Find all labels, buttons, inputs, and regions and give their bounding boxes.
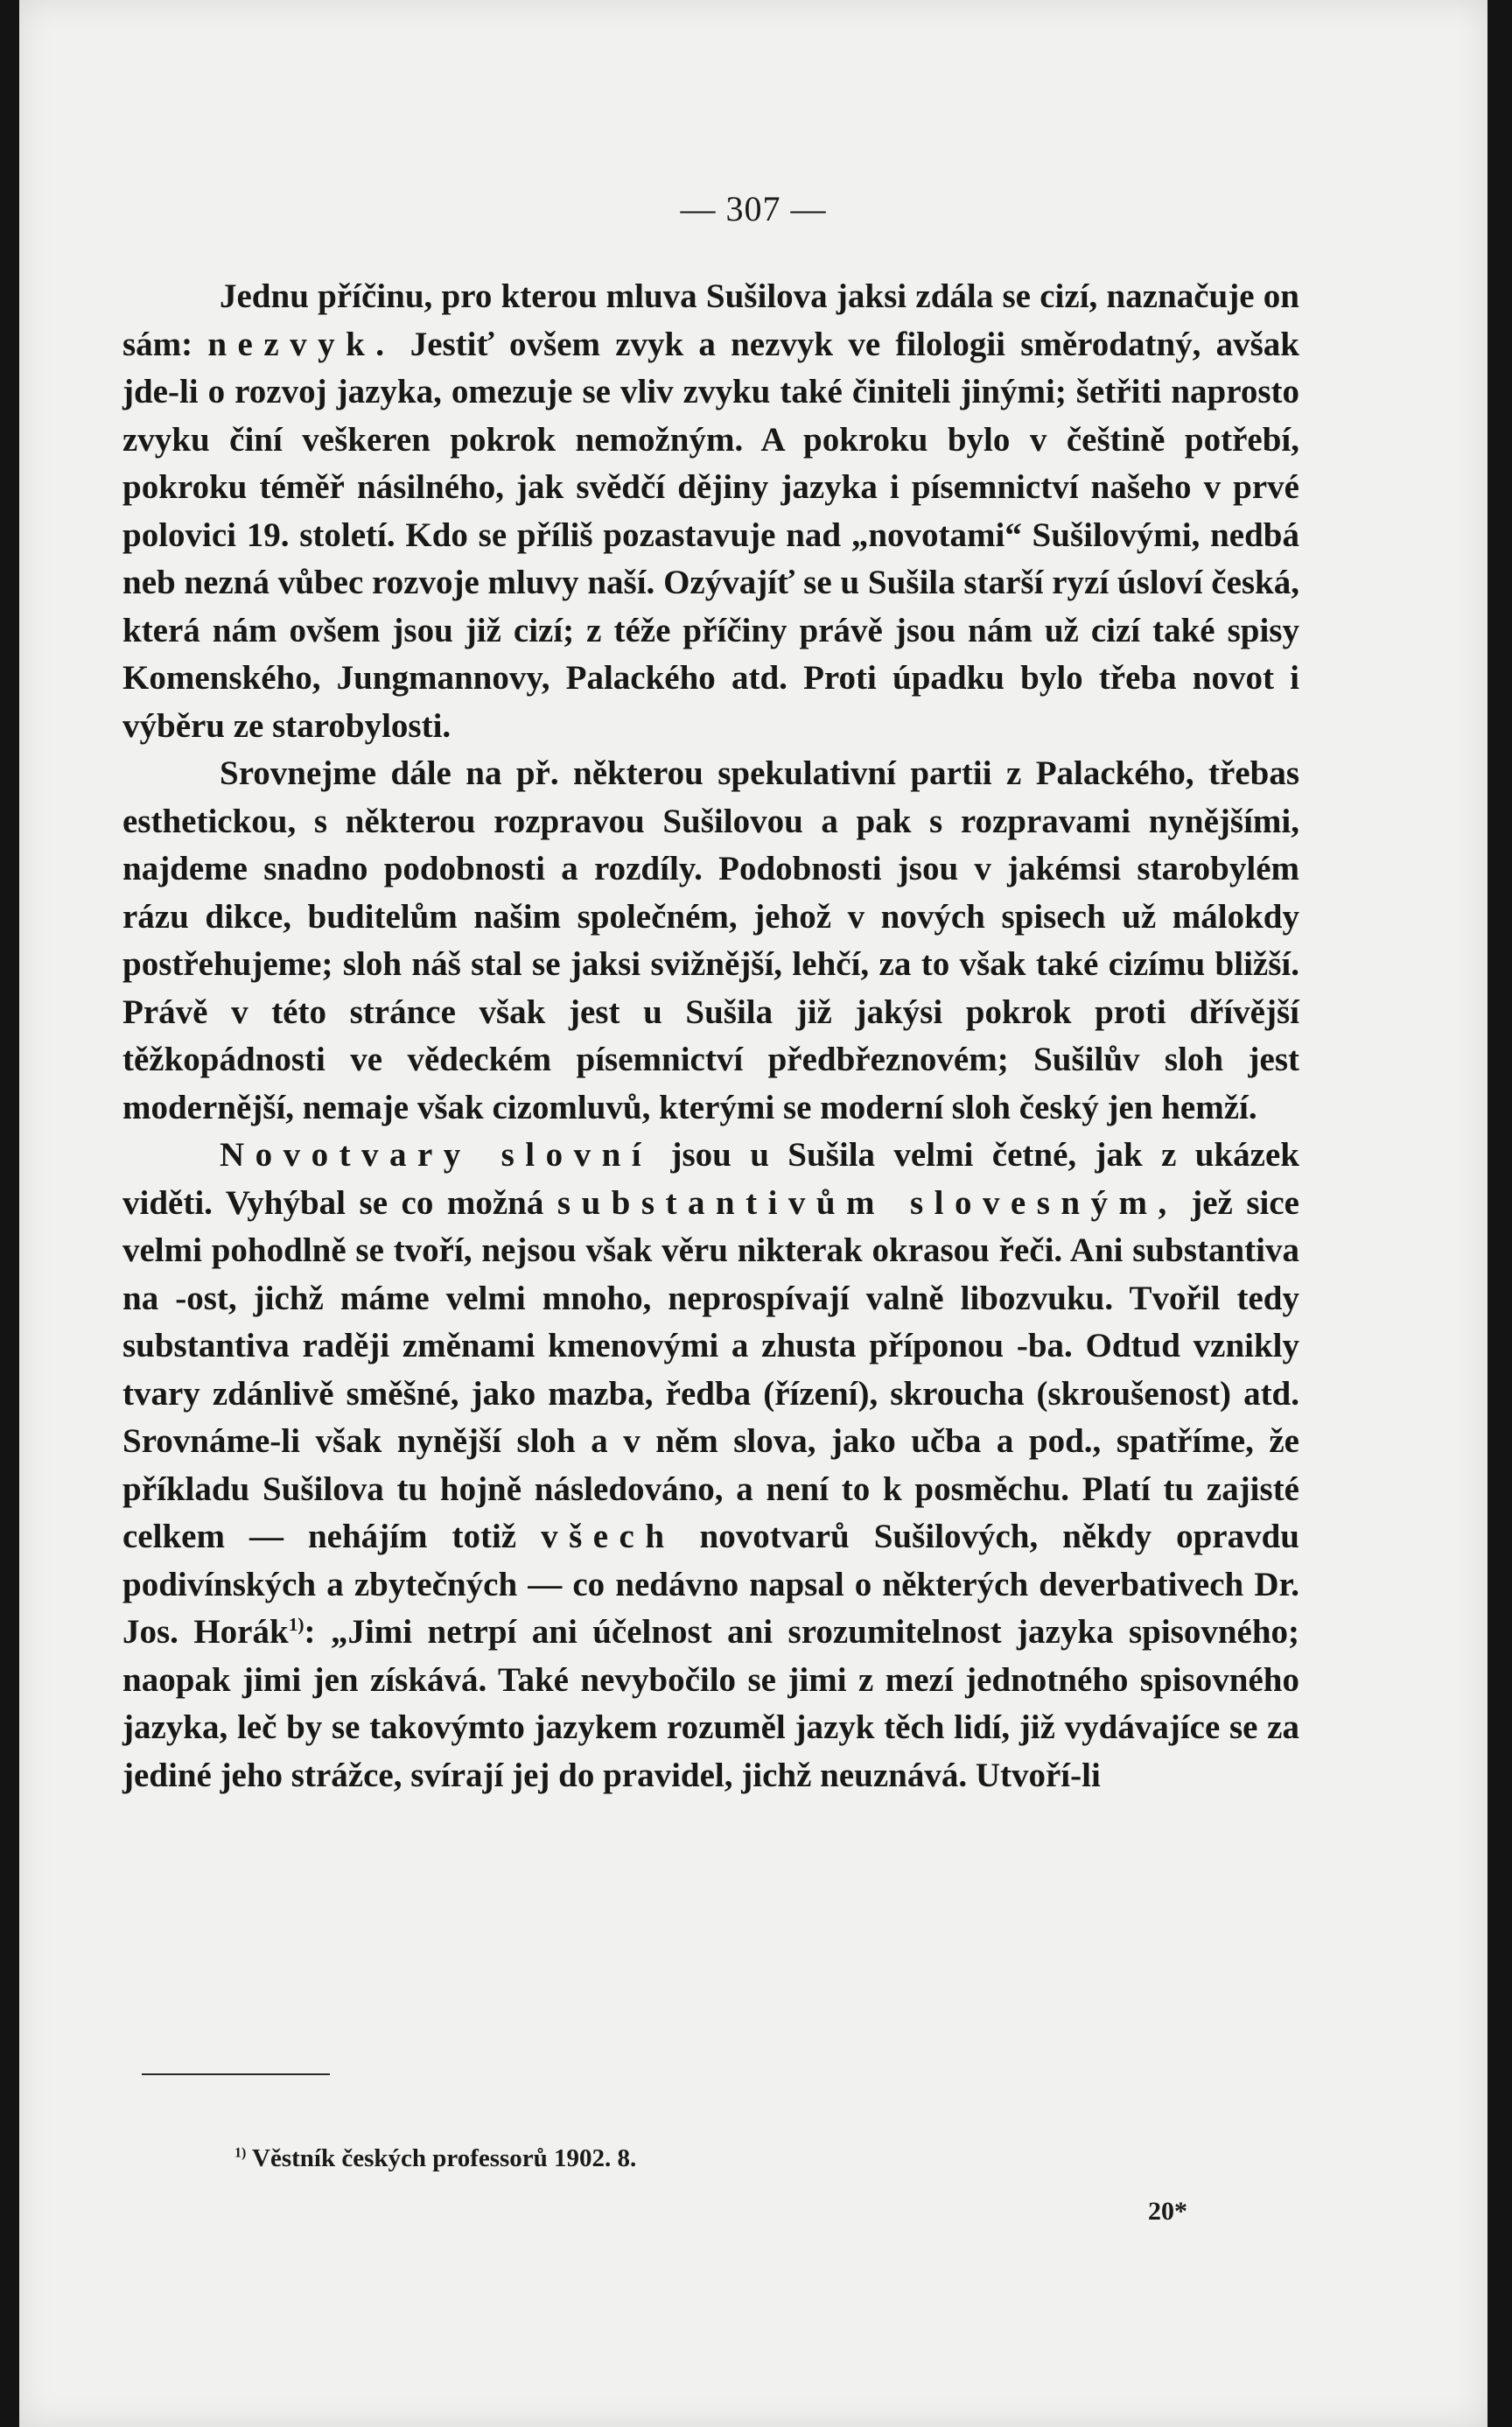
book-page — [19, 0, 1488, 2427]
text-run: Jestiť ovšem zvyk a nezvyk ve filologii směrodatný, avšak jde-li o rozvoj jazyka, omezuje se vliv zvyku také činiteli jinými; šetřiti naprosto zvyku činí veškeren pokrok nemožným. A pokroku bylo v češtině potřebí, pokroku téměř násilného, jak svědčí dějiny jazyka i písemnictví našeho v prvé polovici 19. století. Kdo se příliš pozastavuje nad „novotami“ Sušilovými, nedbá neb nezná vůbec rozvoje mluvy naší. Ozývajíť se u Sušila starší ryzí úsloví česká, která nám ovšem jsou již cizí; z téže příčiny právě jsou nám už cizí také spisy Komenského, Jungmannovy, Palackého atd. Proti úpadku bylo třeba novot i výběru ze starobylosti. — [122, 325, 1299, 745]
footnote-reference: 1) — [288, 1614, 304, 1635]
footnote-divider — [142, 2073, 330, 2075]
footnote — [234, 2144, 636, 2173]
text-run: jsou u Sušila velmi četné, jak z ukázek viděti. Vyhýbal se co možná — [122, 1136, 1299, 1222]
footnote-marker: 1) — [234, 2145, 247, 2161]
spaced-emphasis: substantivům slovesným, — [556, 1183, 1178, 1222]
body-text — [122, 273, 1299, 1799]
paragraph-p1 — [122, 273, 1299, 750]
text-run: novotvarů Sušilových, někdy opravdu podivínských a zbytečných — co nedávno napsal o některých deverbativech Dr. Jos. Horák — [122, 1518, 1299, 1651]
text-run: Srovnejme dále na př. některou spekulativní partii z Palackého, třebas esthetickou, s některou rozpravou Sušilovou a pak s rozpravami nynějšími, najdeme snadno podobnosti a rozdíly. Podobnosti jsou v jakémsi starobylém rázu dikce, buditelům našim společném, jehož v nových spisech už málokdy postřehujeme; sloh náš stal se jaksi svižnější, lehčí, za to však také cizímu bližší. Právě v této stránce však jest u Sušila již jakýsi pokrok proti dřívější těžkopádnosti ve vědeckém písemnictví předbřeznovém; Sušilův sloh jest modernější, nemaje však cizomluvů, kterými se moderní sloh český jen hemží. — [122, 754, 1299, 1126]
text-run: Jednu příčinu, pro kterou mluva Sušilova jaksi zdála se cizí, naznačuje on sám: — [122, 277, 1299, 363]
page-number: — 307 — — [680, 189, 827, 228]
text-run: jež sice velmi pohodlně se tvoří, nejsou však věru nikterak okrasou řeči. Ani substantiva na -ost, jichž máme velmi mnoho, neprospívají valně libozvuku. Tvořil tedy substantiva raději změnami kmenovými a zhusta příponou -ba. Odtud vznikly tvary zdánlivě směšné, jako mazba, ředba (řízení), skroucha (skroušenost) atd. Srovnáme-li však nynější sloh a v něm slova, jako učba a pod., spatříme, že příkladu Sušilova tu hojně následováno, a není to k posměchu. Platí tu zajisté celkem — nehájím totiž — [122, 1183, 1299, 1555]
printer-signature-mark: 20* — [1148, 2197, 1187, 2226]
spaced-emphasis: Novotvary slovní — [220, 1136, 653, 1174]
paragraph-p3 — [122, 1132, 1299, 1799]
footnote-text: Věstník českých professorů 1902. 8. — [246, 2144, 637, 2172]
text-run: : „Jimi netrpí ani účelnost ani srozumitelnost jazyka spisovného; naopak jimi jen získává. Také nevybočilo se jimi z mezí jednotného spisovného jazyka, leč by se takovýmto jazykem rozuměl jazyk těch lidí, již vydávajíce se za jediné jeho strážce, svírají jej do pravidel, jichž neuznává. Utvoří-li — [122, 1613, 1300, 1794]
paragraph-p2 — [122, 750, 1299, 1132]
spaced-emphasis: všech — [541, 1518, 676, 1555]
spaced-emphasis: nezvyk. — [207, 325, 396, 363]
